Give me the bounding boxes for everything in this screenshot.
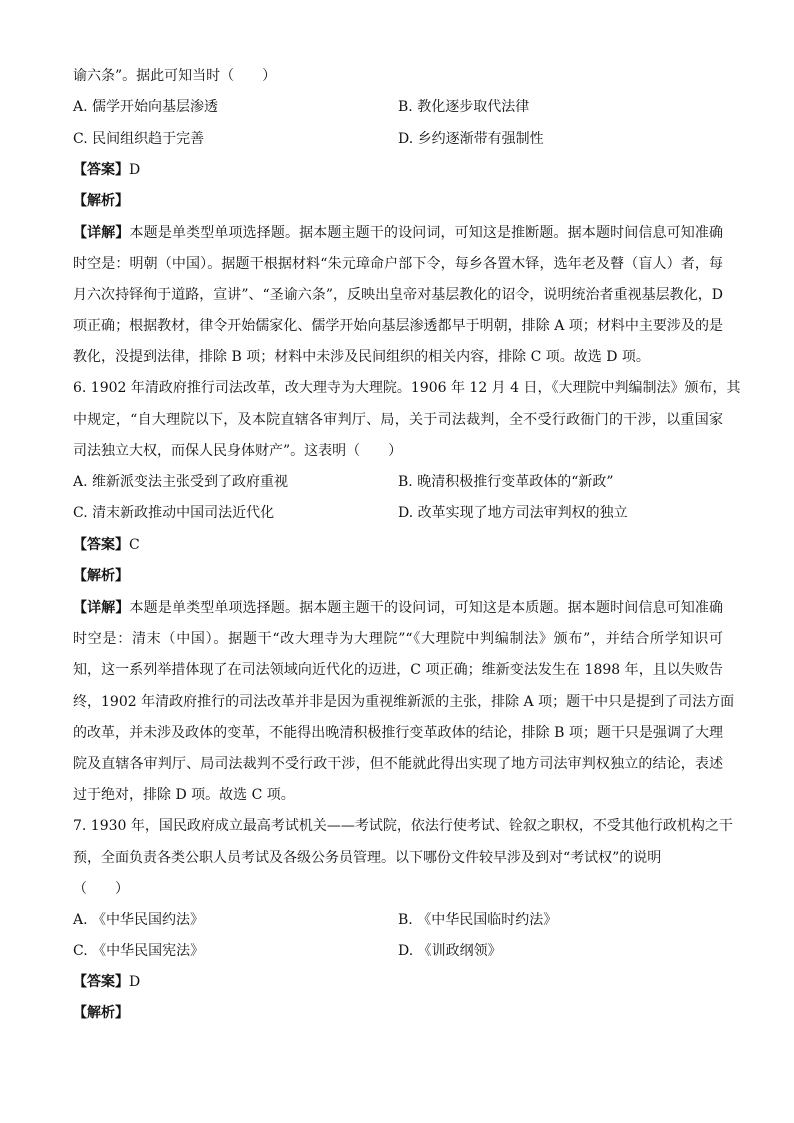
q6-detail-line-3: 知，这一系列举措体现了在司法领域向近代化的迈进，C 项正确；维新变法发生在 1898 年，且以失败告 — [73, 662, 723, 678]
q6-answer — [73, 535, 723, 555]
q6-stem-line-1: 6. 1902 年清政府推行司法改革，改大理寺为大理院。1906 年 12 月 4 日，《大理院中判编制法》颁布，其 — [73, 380, 741, 396]
q6-stem-line-3: 司法独立大权，而保人民身体财产”。这表明（ ） — [73, 443, 403, 459]
q7-answer-value: D — [129, 974, 141, 990]
q6-detail-line-5: 的改革，并未涉及政体的变革，不能得出晚清积极推行变革政体的结论，排除 B 项；题干只是强调了大理 — [73, 725, 723, 741]
q6-analysis-label: 【解析】 — [73, 568, 129, 584]
q5-answer-label: 【答案】 — [73, 162, 129, 178]
q5-detail-label: 【详解】 — [73, 225, 130, 241]
q6-detail-line-2: 时空是：清末（中国）。据题干“改大理寺为大理院”“《大理院中判编制法》颁布”，并结合所学知识可 — [73, 631, 723, 647]
q6-detail-label: 【详解】 — [73, 600, 130, 616]
q6-option-c: C. 清末新政推动中国司法近代化 — [73, 505, 275, 521]
q5-answer-value: D — [129, 162, 141, 178]
q6-detail-line-7: 过于绝对，排除 D 项。故选 C 项。 — [73, 787, 295, 803]
q7-analysis-label: 【解析】 — [73, 1005, 129, 1021]
q7-answer — [73, 972, 723, 992]
q5-detail-line-1: 【详解】本题是单类型单项选择题。据本题主题干的设问词，可知这是推断题。据本题时间信息可知准确 — [73, 225, 724, 241]
q7-stem-line-3: （ ） — [73, 881, 129, 897]
q6-stem-line-2: 中规定，“自大理院以下，及本院直辖各审判厅、局，关于司法裁判，全不受行政衙门的干涉，以重国家 — [73, 412, 723, 428]
q5-option-b: B. 教化逐步取代法律 — [398, 99, 530, 115]
q5-option-c: C. 民间组织趋于完善 — [73, 131, 205, 147]
q5-option-d: D. 乡约逐渐带有强制性 — [398, 131, 544, 147]
q7-answer-label: 【答案】 — [73, 974, 129, 990]
q6-detail-line-1: 【详解】本题是单类型单项选择题。据本题主题干的设问词，可知这是本质题。据本题时间信息可知准确 — [73, 600, 724, 616]
q7-option-b: B. 《中华民国临时约法》 — [398, 912, 558, 928]
q5-detail-line-5: 教化，没提到法律，排除 B 项；材料中未涉及民间组织的相关内容，排除 C 项。故选 D 项。 — [73, 349, 650, 365]
q5-detail-line-3: 月六次持铎徇于道路，宣讲”、“圣谕六条”，反映出皇帝对基层教化的诏令，说明统治者重视基层教化，D — [73, 287, 723, 303]
q5-stem-tail: 谕六条”。据此可知当时（ ） — [73, 68, 277, 84]
q6-detail-line-6: 院及直辖各审判厅、局司法裁判不受行政干涉，但不能就此得出实现了地方司法审判权独立的结论，表述 — [73, 756, 723, 772]
q7-stem-line-1: 7. 1930 年，国民政府成立最高考试机关——考试院，依法行使考试、铨叙之职权，不受其他行政机构之干 — [73, 818, 733, 834]
q6-option-b: B. 晚清积极推行变革政体的“新政” — [398, 474, 614, 490]
q5-detail-line-2: 时空是：明朝（中国）。据题干根据材料“朱元璋命户部下令，每乡各置木铎，选年老及瞽（盲人）者，每 — [73, 256, 723, 272]
q5-answer — [73, 160, 723, 180]
q7-option-c: C. 《中华民国宪法》 — [73, 943, 205, 959]
q7-option-d: D. 《训政纲领》 — [398, 943, 502, 959]
q6-answer-label: 【答案】 — [73, 537, 129, 553]
q6-detail-line-4: 终，1902 年清政府推行的司法改革并非是因为重视维新派的主张，排除 A 项；题干中只是提到了司法方面 — [73, 694, 735, 710]
q5-analysis-label: 【解析】 — [73, 193, 129, 209]
q5-option-a: A. 儒学开始向基层渗透 — [73, 99, 219, 115]
q6-option-d: D. 改革实现了地方司法审判权的独立 — [398, 505, 628, 521]
q6-option-a: A. 维新派变法主张受到了政府重视 — [73, 474, 289, 490]
q7-stem-line-2: 预，全面负责各类公职人员考试及各级公务员管理。以下哪份文件较早涉及到对“考试权”的说明 — [73, 850, 662, 866]
q7-option-a: A. 《中华民国约法》 — [73, 912, 205, 928]
q5-detail-line-4: 项正确；根据教材，律令开始儒家化、儒学开始向基层渗透都早于明朝，排除 A 项；材料中主要涉及的是 — [73, 318, 723, 334]
q6-answer-value: C — [129, 537, 140, 553]
